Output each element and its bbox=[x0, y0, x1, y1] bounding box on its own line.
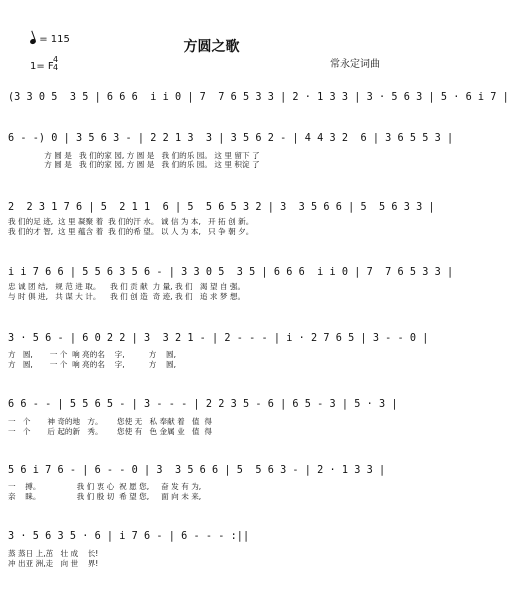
lyric-line-6b: 一 个 后 起的新 秀。 您使 有 色 金属 业 值 得 bbox=[8, 427, 212, 436]
lyric-line-8b: 冲 出亚 洲,走 向 世 界! bbox=[8, 559, 99, 568]
notation-line-7: 5 6 i 7 6 - | 6 - - 0 | 3 3 5 6 6 | 5 5 6 3 - | 2 · 1 3 3 | bbox=[8, 465, 386, 476]
lyric-line-7a: 一 搏。 我 们 衷 心 祝 愿 您, 奋 发 有 为, bbox=[8, 482, 202, 491]
notation-line-3: 2 2 3 1 7 6 | 5 2 1 1 6 | 5 5 6 5 3 2 | 3 3 5 6 6 | 5 5 6 3 3 | bbox=[8, 202, 435, 213]
lyric-line-7b: 亲 睐。 我 们 殷 切 希 望 您, 面 向 未 来, bbox=[8, 492, 202, 501]
notation-line-4: i i 7 6 6 | 5 5 6 3 5 6 - | 3 3 0 5 3 5 | 6 6 6 i i 0 | 7 7 6 5 3 3 | bbox=[8, 267, 454, 278]
tempo-value: = 115 bbox=[39, 34, 70, 45]
notation-line-8: 3 · 5 6 3 5 · 6 | i 7 6 - | 6 - - - :|| bbox=[8, 531, 250, 542]
lyric-line-3a: 我 们的足 迹, 这 里 凝聚 着 我 们的汗 水。 诚 信 为 本, 开 拓 创 新。 bbox=[8, 217, 254, 226]
lyric-line-8a: 蒸 蒸日 上,茁 壮 成 长! bbox=[8, 549, 99, 558]
time-signature bbox=[53, 56, 58, 72]
lyric-line-5a: 方 圆, 一 个 响 亮的名 字, 方 圆, bbox=[8, 350, 177, 359]
time-signature-bottom: 4 bbox=[53, 63, 59, 72]
author-credit: 常永定词曲 bbox=[330, 59, 380, 70]
song-title: 方圆之歌 bbox=[183, 39, 240, 55]
lyric-line-3b: 我 们的才 智, 这 里 蕴含 着 我 们的希 望。 以 人 为 本, 只 争 朝 夕。 bbox=[8, 227, 254, 236]
notation-line-6: 6 6 - - | 5 5 6 5 - | 3 - - - | 2 2 3 5 - 6 | 6 5 - 3 | 5 · 3 | bbox=[8, 399, 398, 410]
lyric-line-6a: 一 个 神 奇的地 方。 您使 无 私 奉献 着 值 得 bbox=[8, 417, 212, 426]
notation-line-5: 3 · 5 6 - | 6 0 2 2 | 3 3 2 1 - | 2 - - - | i · 2 7 6 5 | 3 - - 0 | bbox=[8, 333, 429, 344]
lyric-line-2b: 方 圆 是 我 们的家 园, 方 圆 是 我 们的乐 园。 这 里 积淀 了 bbox=[8, 160, 260, 169]
lyric-line-4b: 与 时 俱 进, 共 谋 大 计。 我 们 创 造 奇 迹, 我 们 追 求 梦 想。 bbox=[8, 292, 246, 301]
notation-line-1: (3 3 0 5 3 5 | 6 6 6 i i 0 | 7 7 6 5 3 3 | 2 · 1 3 3 | 3 · 5 6 3 | 5 · 6 i 7 | bbox=[8, 92, 509, 103]
lyric-line-5b: 方 圆, 一 个 响 亮的名 字, 方 圆, bbox=[8, 360, 177, 369]
key-signature: 1= F bbox=[30, 61, 54, 72]
notation-line-2: 6 - -) 0 | 3 5 6 3 - | 2 2 1 3 3 | 3 5 6 2 - | 4 4 3 2 6 | 3 6 5 5 3 | bbox=[8, 133, 454, 144]
lyric-line-2a: 方 圆 是 我 们的家 园, 方 圆 是 我 们的乐 园。 这 里 留下 了 bbox=[8, 151, 260, 160]
lyric-line-4a: 忠 诚 团 结, 规 范 进 取。 我 们 贡 献 力 量, 我 们 渴 望 自 强。 bbox=[8, 282, 246, 291]
time-signature-top: 4 bbox=[53, 55, 59, 64]
